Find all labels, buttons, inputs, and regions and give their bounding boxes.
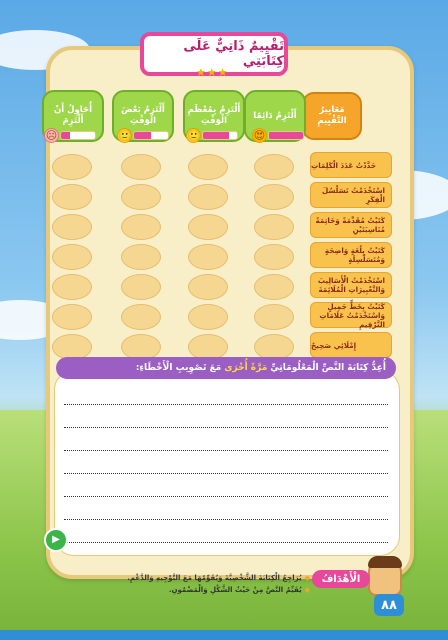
rating-meter-sometimes — [133, 131, 169, 140]
criteria-item: كَتَبْتُ مُقَدِّمَةً وَخَاتِمَةً مُنَاسِبَتَيْنِ — [310, 212, 392, 238]
rating-oval[interactable] — [52, 244, 92, 270]
page-number: ٨٨ — [374, 594, 404, 616]
rating-meter-trying — [60, 131, 96, 140]
bullet-icon: ◆ — [304, 574, 310, 582]
play-icon[interactable]: ▶ — [44, 528, 68, 552]
rating-oval[interactable] — [188, 274, 228, 300]
column-header-sometimes: أَلْتَزِمُ بَعْضَ الْوَقْتِ — [112, 90, 174, 142]
bullet-icon: ◆ — [304, 586, 310, 594]
rating-oval[interactable] — [121, 274, 161, 300]
writing-line — [64, 519, 388, 520]
rating-oval[interactable] — [52, 274, 92, 300]
goal-item — [110, 586, 310, 594]
meter-fill — [203, 132, 229, 139]
sad-face-icon: ☹ — [45, 129, 58, 142]
goal-text: يُقَيِّمُ النَّصَّ مِنْ حَيْثُ الشَّكْلِ وَالْمَضْمُونِ. — [168, 586, 302, 594]
instruction-text: مَعَ تَصْوِيبِ الْأَخْطَاءِ: — [135, 363, 222, 373]
stars-icon: ★★★ — [196, 66, 229, 79]
rating-oval[interactable] — [254, 244, 294, 270]
writing-line — [64, 450, 388, 451]
goal-text: يُرَاجِعُ الْكِتَابَةَ الشَّخْصِيَّةَ وَيُقَوِّمُهَا مَعَ التَّوْجِيهِ وَالدَّعْمِ. — [127, 574, 302, 582]
goal-item — [110, 574, 310, 582]
rating-oval[interactable] — [254, 154, 294, 180]
rating-oval[interactable] — [254, 274, 294, 300]
rating-oval[interactable] — [121, 244, 161, 270]
goals-label: الْأَهْدَافُ — [312, 570, 370, 588]
instruction-text: أُعِدُّ كِتَابَةَ النَّصِّ الْمَعْلُومَاتِيِّ — [270, 363, 386, 373]
writing-line — [64, 404, 388, 405]
criteria-item: اسْتَخْدَمْتُ الْأَسَالِيبَ وَالتَّعْبِيرَاتِ الْمُلَائِمَةَ — [310, 272, 392, 298]
rating-oval[interactable] — [188, 214, 228, 240]
rating-oval[interactable] — [254, 184, 294, 210]
rating-oval[interactable] — [52, 154, 92, 180]
rating-oval[interactable] — [188, 154, 228, 180]
rating-meter-mostly — [202, 131, 238, 140]
rating-oval[interactable] — [254, 304, 294, 330]
rating-oval[interactable] — [188, 184, 228, 210]
meter-fill — [61, 132, 70, 139]
smile-face-icon: 🙂 — [118, 129, 132, 142]
student-mascot-icon — [368, 558, 402, 596]
writing-line — [64, 496, 388, 497]
rating-oval[interactable] — [188, 244, 228, 270]
criteria-item: حَدَّدْتُ عَدَدَ الْكَلِمَاتِ — [310, 152, 392, 178]
writing-instruction — [56, 357, 396, 379]
writing-line — [64, 542, 388, 543]
criteria-header: مَعَايِيرُ التَّقْيِيمِ — [302, 92, 362, 140]
rating-oval[interactable] — [52, 184, 92, 210]
writing-line — [64, 473, 388, 474]
meter-fill — [269, 132, 303, 139]
column-header-mostly: أَلْتَزِمُ بِمُعْظَمِ الْوَقْتِ — [183, 90, 245, 142]
rating-oval[interactable] — [254, 214, 294, 240]
criteria-item: اسْتَخْدَمْتُ تَسَلْسُلَ الْفِكَرِ — [310, 182, 392, 208]
rating-oval[interactable] — [121, 304, 161, 330]
rating-oval[interactable] — [121, 184, 161, 210]
rating-oval[interactable] — [52, 214, 92, 240]
rating-oval[interactable] — [188, 304, 228, 330]
column-header-always: أَلْتَزِمُ دَائِمًا — [244, 90, 306, 142]
page-title: تَقْيِيمٌ ذَاتِيٌّ عَلَى كِتَابَتِي — [140, 32, 288, 76]
column-header-trying: أُحَاوِلُ أَنْ أَلْتَزِمَ — [42, 90, 104, 142]
criteria-item: كَتَبْتُ بِلُغَةٍ وَاضِحَةٍ وَمُتَسَلْسِلَةٍ — [310, 242, 392, 268]
writing-area[interactable] — [54, 370, 400, 556]
meter-fill — [134, 132, 151, 139]
writing-line — [64, 427, 388, 428]
smile-face-icon: 🙂 — [187, 129, 201, 142]
bottom-strip — [0, 630, 448, 640]
love-face-icon: 😍 — [253, 129, 266, 142]
instruction-highlight: مَرَّةً أُخْرَى — [224, 363, 268, 373]
criteria-item: كَتَبْتُ بِخَطٍّ جَمِيلٍ وَاسْتَخْدَمْتُ عَلَامَاتِ التَّرْقِيمِ — [310, 302, 392, 328]
criteria-item: إِمْلَائِي صَحِيحٌ — [310, 332, 392, 358]
rating-meter-always — [268, 131, 304, 140]
rating-oval[interactable] — [121, 154, 161, 180]
rating-oval[interactable] — [121, 214, 161, 240]
rating-oval[interactable] — [52, 304, 92, 330]
